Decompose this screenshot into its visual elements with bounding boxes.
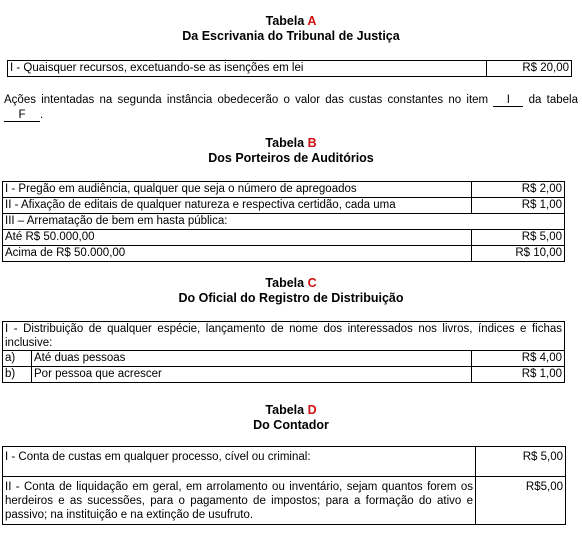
row-description: I - Conta de custas em qualquer processo, cível ou criminal: — [3, 447, 476, 477]
table-row — [3, 246, 565, 262]
tabela-a-note — [4, 93, 578, 123]
tabela-d-subtitle: Do Contador — [253, 418, 329, 432]
table-row — [3, 322, 565, 351]
table-row — [3, 230, 565, 246]
row-value: R$ 1,00 — [472, 198, 565, 214]
row-value: R$ 2,00 — [472, 182, 565, 198]
row-description: I - Quaisquer recursos, excetuando-se as isenções em lei — [8, 61, 487, 77]
tabela-b-table — [2, 181, 565, 262]
tabela-a-title: Tabela — [265, 14, 305, 28]
row-item: b) — [3, 367, 32, 383]
row-value: R$ 5,00 — [472, 230, 565, 246]
note-text: Ações intentadas na segunda instância obedecerão o valor das custas constantes no item — [4, 94, 489, 106]
tabela-d-letter: D — [307, 403, 317, 417]
row-description: Até R$ 50.000,00 — [3, 230, 472, 246]
row-description: I - Distribuição de qualquer espécie, lançamento de nome dos interessados nos livros, índices e fichas inclusive: — [3, 322, 565, 351]
tabela-b-letter: B — [307, 136, 317, 150]
tabela-d-heading — [0, 403, 582, 433]
table-row — [3, 182, 565, 198]
row-value: R$ 10,00 — [472, 246, 565, 262]
tabela-a-letter: A — [307, 14, 317, 28]
table-row — [3, 477, 566, 525]
row-value: R$ 4,00 — [472, 351, 565, 367]
note-end: . — [40, 109, 44, 121]
table-row — [3, 198, 565, 214]
row-value: R$ 5,00 — [476, 447, 566, 477]
tabela-d-table — [2, 446, 566, 525]
note-text: da tabela — [528, 94, 578, 106]
row-description: I - Pregão em audiência, qualquer que seja o número de apregoados — [3, 182, 472, 198]
tabela-d-title: Tabela — [265, 403, 305, 417]
tabela-b-title: Tabela — [265, 136, 305, 150]
table-row — [8, 61, 572, 77]
row-description: Por pessoa que acrescer — [32, 367, 472, 383]
table-row — [3, 214, 565, 230]
row-value: R$ 1,00 — [472, 367, 565, 383]
table-row — [3, 367, 565, 383]
row-item: a) — [3, 351, 32, 367]
note-blank-item: I — [493, 94, 523, 107]
row-description: II - Afixação de editais de qualquer natureza e respectiva certidão, cada uma — [3, 198, 472, 214]
tabela-c-table — [2, 321, 565, 383]
row-description: Acima de R$ 50.000,00 — [3, 246, 472, 262]
table-row — [3, 447, 566, 477]
row-description: III – Arrematação de bem em hasta pública: — [3, 214, 565, 230]
tabela-a-table — [7, 60, 572, 77]
row-value: R$ 20,00 — [487, 61, 572, 77]
note-blank-tabela: F — [4, 109, 40, 122]
tabela-a-subtitle: Da Escrivania do Tribunal de Justiça — [182, 29, 400, 43]
row-description: II - Conta de liquidação em geral, em arrolamento ou inventário, sejam quantos forem os herdeiros e as sucessões, para o pagamento de impostos; para a formação do ativo e passivo; na instituição e na extinção de usufruto. — [3, 477, 476, 525]
tabela-b-subtitle: Dos Porteiros de Auditórios — [208, 151, 374, 165]
table-row — [3, 351, 565, 367]
row-description: Até duas pessoas — [32, 351, 472, 367]
tabela-a-heading — [0, 14, 582, 44]
tabela-b-heading — [0, 136, 582, 166]
tabela-c-heading — [0, 276, 582, 306]
tabela-c-title: Tabela — [265, 276, 305, 290]
row-value: R$5,00 — [476, 477, 566, 525]
tabela-c-letter: C — [307, 276, 317, 290]
tabela-c-subtitle: Do Oficial do Registro de Distribuição — [178, 291, 404, 305]
